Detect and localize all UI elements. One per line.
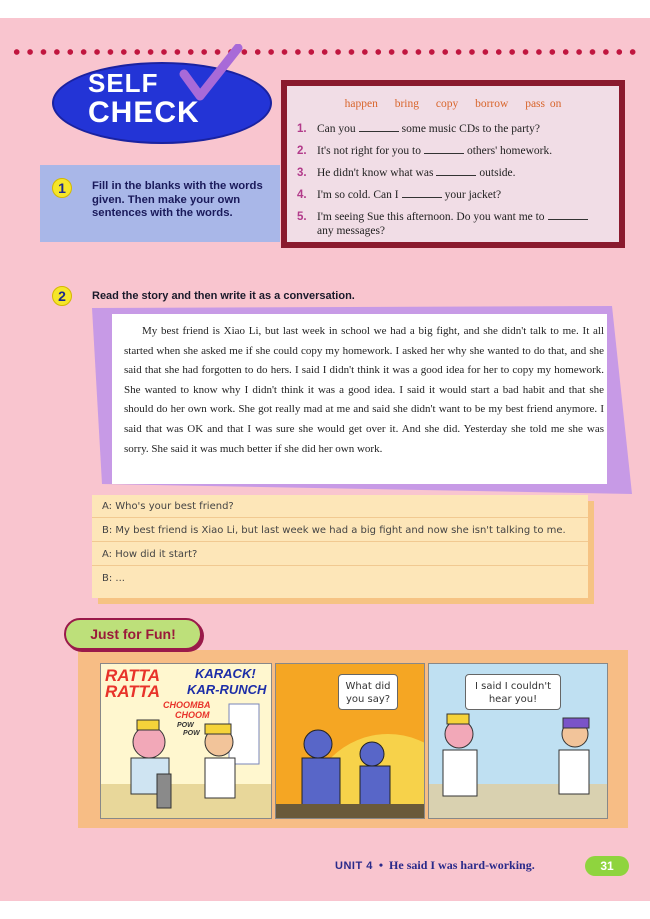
- sound-effect-pow: POW: [183, 730, 200, 737]
- question-1: 1. Can you some music CDs to the party?: [297, 123, 540, 135]
- dialogue-line: A: How did it start?: [92, 543, 588, 566]
- conversation-box: [92, 495, 588, 598]
- answer-blank[interactable]: [402, 197, 442, 198]
- dialogue-line: A: Who's your best friend?: [92, 495, 588, 518]
- answer-blank[interactable]: [359, 131, 399, 132]
- comic-panel-3: [428, 663, 608, 819]
- dotted-divider: [10, 48, 640, 56]
- word-bank-item: happen: [344, 98, 378, 110]
- unit-label: UNIT 4: [335, 860, 373, 872]
- logo-self: SELF: [88, 68, 159, 98]
- word-bank-item: pass on: [525, 98, 562, 110]
- sound-effect-karrunch: KAR-RUNCH: [187, 682, 267, 697]
- comic-panel-1: [100, 663, 272, 819]
- unit-title: He said I was hard-working.: [389, 858, 535, 872]
- answer-blank[interactable]: [424, 153, 464, 154]
- page-number: 31: [585, 856, 629, 876]
- word-bank: [287, 98, 619, 110]
- just-for-fun-badge: Just for Fun!: [64, 618, 202, 650]
- question-3: 3. He didn't know what was outside.: [297, 167, 516, 179]
- exercise-2-instruction: Read the story and then write it as a conversation.: [92, 290, 355, 302]
- sound-effect-ratta: RATTA: [105, 682, 161, 701]
- logo-text: [88, 70, 268, 128]
- word-bank-item: copy: [435, 98, 459, 110]
- answer-blank[interactable]: [548, 219, 588, 220]
- story-panel: [92, 306, 632, 494]
- question-2: 2. It's not right for you to others' homework.: [297, 145, 553, 157]
- sound-effect-ratta: RATTA: [105, 666, 161, 685]
- story-text: My best friend is Xiao Li, but last week in school we had a big fight, and she didn't talk to me. It all started when she asked me if she could copy my homework. I asked her why she wanted to do that, and she said that she had forgotten to do hers. I said I didn't think it was a good idea for her to copy my homework. She wanted to know why I didn't think it was a good idea. I said it would start a bad habit and that she should do her own work. She got really mad at me and said she didn't want to be my best friend anymore. I said that was OK and that I was sure she would get over it. And she did. Yesterday she told me she was sorry. She said it was much better if she did her own work.: [124, 325, 604, 455]
- speech-bubble-2: What did you say?: [338, 674, 398, 710]
- sound-effect-karack: KARACK!: [195, 666, 256, 681]
- comic-panel-2: [275, 663, 425, 819]
- logo-check: CHECK: [88, 96, 200, 129]
- page-footer: UNIT 4 • He said I was hard-working.: [335, 858, 535, 872]
- word-bank-box: [281, 80, 625, 248]
- dialogue-line: B: My best friend is Xiao Li, but last week we had a big fight and now she isn't talking to me.: [92, 519, 588, 542]
- question-5: 5. I'm seeing Sue this afternoon. Do you want me to any messages?: [297, 210, 615, 238]
- sound-effect-pow: POW: [177, 722, 194, 729]
- word-bank-item: bring: [394, 98, 419, 110]
- exercise-number-1: 1: [52, 178, 72, 198]
- dialogue-line: B: ...: [102, 573, 125, 584]
- sound-effect-choomba: CHOOMBA: [163, 700, 211, 710]
- exercise-number-2: 2: [52, 286, 72, 306]
- exercise-1-instruction: Fill in the blanks with the words given. Then make your own sentences with the words.: [92, 180, 263, 219]
- question-4: 4. I'm so cold. Can I your jacket?: [297, 189, 502, 201]
- word-bank-item: borrow: [475, 98, 509, 110]
- answer-blank[interactable]: [436, 175, 476, 176]
- sound-effect-choom: CHOOM: [175, 710, 210, 720]
- speech-bubble-3: I said I couldn't hear you!: [465, 674, 561, 710]
